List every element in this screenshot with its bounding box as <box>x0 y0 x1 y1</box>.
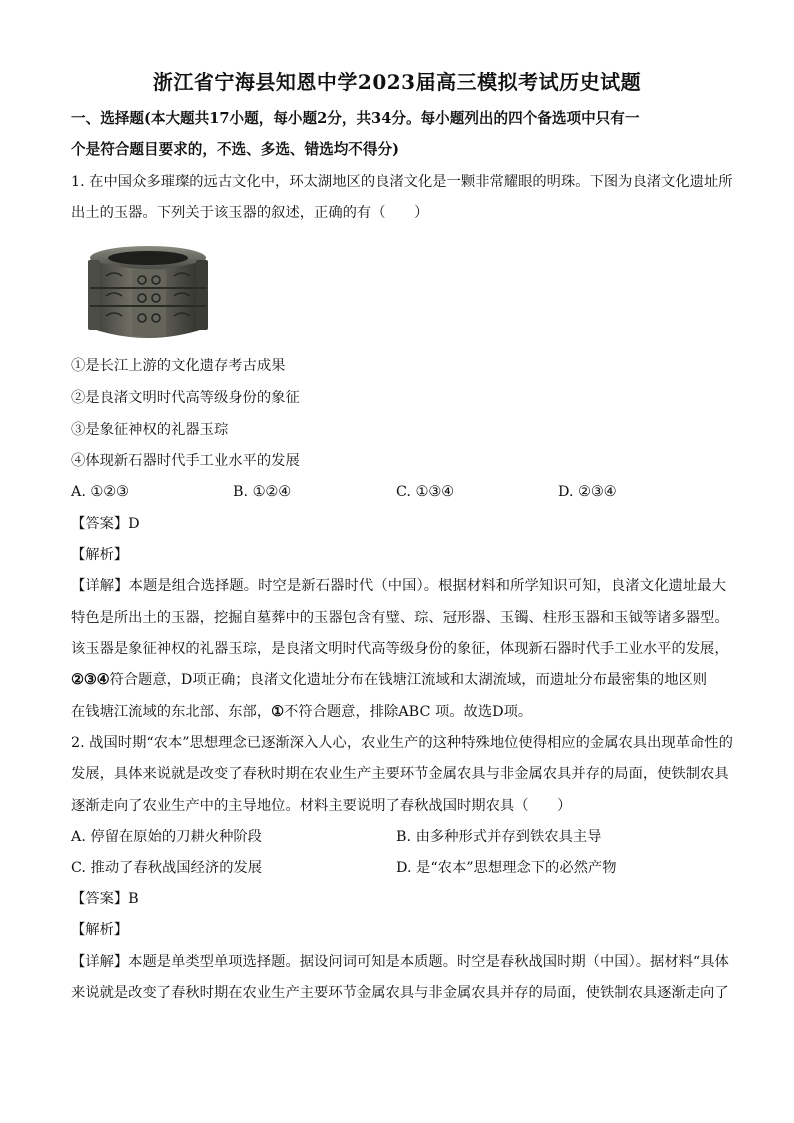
q1-detail-circled-numbers: ②③④ <box>71 672 110 688</box>
q1-analysis-label: 【解析】 <box>71 547 129 563</box>
q1-option-a: A. ①②③ <box>71 484 129 500</box>
q1-item-3: ③是象征神权的礼器玉琮 <box>71 422 229 438</box>
q2-analysis-label: 【解析】 <box>71 922 129 938</box>
q2-stem-line-3: 逐渐走向了农业生产中的主导地位。材料主要说明了春秋战国时期农具（ ） <box>71 798 572 814</box>
q1-detail-line-5-b: 不符合题意，排除ABC 项。故选D项。 <box>283 704 533 720</box>
q1-option-b: B. ①②④ <box>233 484 292 500</box>
q1-answer: 【答案】D <box>71 516 140 532</box>
q1-detail-line-5 <box>71 702 726 722</box>
q1-detail-line-2: 特色是所出土的玉器，挖掘自墓葬中的玉器包含有璧、琮、冠形器、玉镯、柱形玉器和玉钺等诸多器型。 <box>71 610 729 626</box>
q1-stem-line-2: 出土的玉器。下列关于该玉器的叙述，正确的有（ ） <box>71 205 429 221</box>
q2-detail-line-2: 来说就是改变了春秋时期在农业生产主要环节金属农具与非金属农具并存的局面，使铁制农具逐渐走向了 <box>71 985 729 1001</box>
q2-stem-line-2: 发展，具体来说就是改变了春秋时期在农业生产主要环节金属农具与非金属农具并存的局面，使铁制农具 <box>71 766 729 782</box>
q1-item-4: ④体现新石器时代手工业水平的发展 <box>71 453 300 469</box>
q1-detail-line-4-text: 符合题意，D项正确；良渚文化遗址分布在钱塘江流域和太湖流域，而遗址分布最密集的地区则 <box>109 672 708 688</box>
q1-detail-line-4 <box>71 670 726 690</box>
q2-stem-line-1: 2. 战国时期“农本”思想理念已逐渐深入人心，农业生产的这种特殊地位使得相应的金属农具出现革命性的 <box>71 735 733 751</box>
q2-answer: 【答案】B <box>71 891 139 907</box>
q2-detail-line-1: 【详解】本题是单类型单项选择题。据设问词可知是本质题。时空是春秋战国时期（中国）。据材料“具体 <box>71 954 729 970</box>
q2-option-c: C. 推动了春秋战国经济的发展 <box>71 860 263 876</box>
q1-option-d: D. ②③④ <box>558 484 617 500</box>
q2-option-b: B. 由多种形式并存到铁农具主导 <box>396 829 602 845</box>
q2-option-a: A. 停留在原始的刀耕火种阶段 <box>71 829 262 845</box>
q1-option-c: C. ①③④ <box>396 484 454 500</box>
section-heading-line-2: 个是符合题目要求的，不选、多选、错选均不得分) <box>71 141 399 158</box>
q1-item-1: ①是长江上游的文化遗存考古成果 <box>71 358 286 374</box>
q1-item-2: ②是良渚文明时代高等级身份的象征 <box>71 390 300 406</box>
q1-detail-line-1: 【详解】本题是组合选择题。时空是新石器时代（中国）。根据材料和所学知识可知，良渚文化遗址最大 <box>71 578 726 594</box>
q1-detail-line-5-a: 在钱塘江流域的东北部、东部， <box>71 704 272 720</box>
q1-detail-line-3: 该玉器是象征神权的礼器玉琮，是良渚文明时代高等级身份的象征，体现新石器时代手工业水平的发展， <box>71 641 729 657</box>
section-heading-line-1: 一、选择题(本大题共17小题，每小题2分，共34分。每小题列出的四个备选项中只有一 <box>71 110 640 127</box>
q1-detail-circled-one: ① <box>271 704 284 720</box>
jade-cong-photo-icon <box>84 240 212 350</box>
q2-option-d: D. 是“农本”思想理念下的必然产物 <box>396 860 617 876</box>
q1-stem-line-1: 1. 在中国众多璀璨的远古文化中，环太湖地区的良渚文化是一颗非常耀眼的明珠。下图为良渚文化遗址所 <box>71 174 733 190</box>
page-title: 浙江省宁海县知恩中学2023届高三模拟考试历史试题 <box>152 70 642 94</box>
